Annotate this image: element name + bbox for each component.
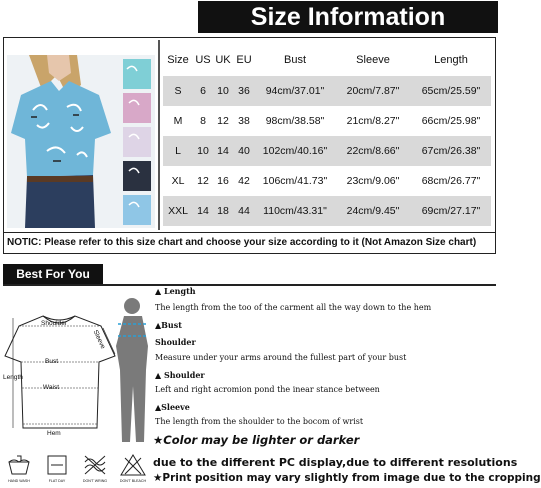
note-line: ▲ Shoulder — [155, 370, 205, 380]
product-photo — [7, 55, 155, 228]
note-line: Left and right acromion pond the inear stance between — [155, 385, 380, 394]
table-cell: 106cm/41.73" — [262, 175, 328, 187]
note-line: The length from the shoulder to the bocom of wrist — [155, 417, 364, 426]
table-cell: 66cm/25.98" — [421, 115, 481, 127]
note-line: ▲Bust — [155, 320, 182, 330]
table-cell: M — [173, 115, 183, 127]
flat-dry-icon — [41, 452, 73, 486]
table-cell: 10 — [213, 76, 233, 106]
table-cell: 44 — [233, 196, 255, 226]
hand-wash-icon — [3, 452, 35, 486]
care-icons — [3, 452, 153, 486]
color-disclaimer: ★Color may be lighter or darker — [153, 433, 360, 447]
table-cell: 36 — [233, 76, 255, 106]
table-cell: 6 — [193, 76, 213, 106]
table-cell: 10 — [193, 136, 213, 166]
dont-bleach-icon — [117, 452, 149, 486]
table-cell: 102cm/40.16" — [255, 136, 335, 166]
column-header: US — [195, 54, 211, 66]
note-line: The length from the too of the carment all the way down to the hem — [155, 303, 432, 312]
table-cell: L — [163, 136, 193, 166]
table-cell: XL — [171, 175, 185, 187]
table-cell: 24cm/9.45" — [335, 196, 411, 226]
column-header: Length — [434, 54, 468, 66]
table-cell: 42 — [238, 175, 250, 187]
table-cell: 20cm/7.87" — [335, 76, 411, 106]
length-label: Length — [3, 374, 23, 381]
size-row — [163, 196, 491, 226]
table-cell: 21cm/8.27" — [346, 115, 400, 127]
column-header: UK — [215, 54, 231, 66]
table-cell: S — [163, 76, 193, 106]
table-cell: 12 — [197, 175, 209, 187]
table-cell: 14 — [213, 136, 233, 166]
table-cell: 23cm/9.06" — [346, 175, 400, 187]
table-cell: 94cm/37.01" — [255, 76, 335, 106]
size-row — [163, 76, 491, 106]
bust-label: Bust — [45, 358, 59, 365]
sleeve-label: Sleeve — [91, 329, 107, 350]
note-line: Shoulder — [155, 337, 196, 347]
note-line: ▲Sleeve — [155, 402, 190, 412]
table-cell: 40 — [233, 136, 255, 166]
column-header: Size — [167, 54, 189, 66]
chart-divider — [158, 40, 160, 230]
table-cell: 16 — [217, 175, 229, 187]
size-table-header — [163, 44, 491, 76]
table-cell: 14 — [193, 196, 213, 226]
person-silhouette-icon — [112, 296, 156, 446]
care-label: DON'T WRING — [82, 479, 108, 483]
display-disclaimer: due to the different PC display,due to different resolutions — [153, 456, 518, 469]
print-disclaimer: ★Print position may vary slightly from image due to the cropping — [153, 472, 541, 484]
size-row — [163, 166, 491, 196]
body-silhouette — [112, 296, 156, 446]
table-cell: 38 — [238, 115, 250, 127]
table-cell: 68cm/26.77" — [421, 175, 481, 187]
table-cell: XXL — [163, 196, 193, 226]
table-cell: 110cm/43.31" — [255, 196, 335, 226]
table-cell: 8 — [200, 115, 206, 127]
size-row — [163, 106, 491, 136]
column-header: Bust — [283, 54, 306, 66]
care-label: HAND WASH — [8, 479, 30, 483]
best-for-you-title: Best For You — [16, 267, 90, 281]
note-line: Measure under your arms around the fullest part of your bust — [155, 353, 407, 362]
table-cell: 18 — [213, 196, 233, 226]
shoulder-label: Shoulder — [41, 320, 68, 327]
hem-label: Hem — [47, 430, 61, 437]
table-cell: 65cm/25.59" — [411, 76, 491, 106]
table-cell: 67cm/26.38" — [411, 136, 491, 166]
waist-label: Waist — [43, 384, 60, 391]
column-header: EU — [236, 54, 252, 66]
table-cell: 22cm/8.66" — [335, 136, 411, 166]
table-cell: 69cm/27.17" — [411, 196, 491, 226]
size-notice: NOTIC: Please refer to this size chart and choose your size according to it (Not Amazon Size chart) — [3, 232, 496, 254]
size-table — [163, 44, 491, 226]
dont-wring-icon — [79, 452, 111, 486]
size-row — [163, 136, 491, 166]
table-cell: 12 — [217, 115, 229, 127]
note-line: ▲ Length — [155, 286, 196, 296]
page-title: Size Information — [250, 3, 446, 31]
table-cell: 98cm/38.58" — [265, 115, 325, 127]
care-label: DON'T BLEACH — [119, 479, 147, 483]
care-label: FLAT DAY — [48, 479, 66, 483]
column-header: Sleeve — [356, 54, 390, 66]
shirt-photo-illustration — [7, 55, 155, 228]
